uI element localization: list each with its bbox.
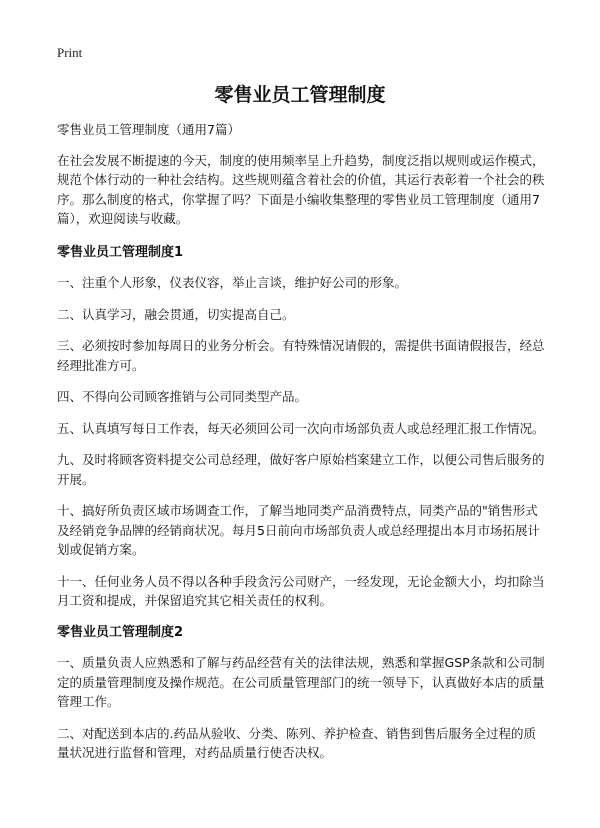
section-1-paragraph: 四、不得向公司顾客推销与公司同类型产品。 xyxy=(57,389,308,404)
section-1-paragraph: 五、认真填写每日工作表，每天必须回公司一次向市场部负责人或总经理汇报工作情况。 xyxy=(57,420,545,436)
document-subtitle: 零售业员工管理制度（通用7篇） xyxy=(57,122,240,137)
section-1-paragraph: 十、搞好所负责区域市场调查工作，了解当地同类产品消费特点，同类产品的"销售形式及经销竞争品牌的经销商状况。每月5日前向市场部负责人或总经理提出本月市场拓展计划或促销方案。 xyxy=(57,503,540,557)
intro-paragraph: 在社会发展不断提速的今天，制度的使用频率呈上升趋势，制度泛指以规则或运作模式，规范个体行动的一种社会结构。这些规则蕴含着社会的价值，其运行表彰着一个社会的秩序。那么制度的格式，你掌握了吗？下面是小编收集整理的零售业员工管理制度（通用7篇），欢迎阅读与收藏。 xyxy=(57,152,545,226)
page-title: 零售业员工管理制度 xyxy=(214,84,386,106)
section-2-paragraph: 二、对配送到本店的.药品从验收、分类、陈列、养护检查、销售到售后服务全过程的质量状况进行监督和管理，对药品质量行使否决权。 xyxy=(57,725,536,760)
document-body xyxy=(57,120,547,775)
section-1-paragraph: 一、注重个人形象，仪表仪容，举止言谈，维护好公司的形象。 xyxy=(57,275,408,290)
print-link[interactable]: Print xyxy=(57,45,83,60)
section-heading-1: 零售业员工管理制度1 xyxy=(57,244,184,260)
section-1-paragraph: 十一、任何业务人员不得以各种手段贪污公司财产，一经发现，无论金额大小，均扣除当月工资和提成，并保留追究其它相关责任的权利。 xyxy=(57,573,545,608)
section-2-paragraph: 一、质量负责人应熟悉和了解与药品经营有关的法律法规，熟悉和掌握GSP条款和公司制定的质量管理制度及操作规范。在公司质量管理部门的统一领导下，认真做好本店的质量管理工作。 xyxy=(57,655,545,709)
section-1-paragraph: 九、及时将顾客资料提交公司总经理，做好客户原始档案建立工作，以便公司售后服务的开展。 xyxy=(57,452,545,487)
section-heading-2: 零售业员工管理制度2 xyxy=(57,624,184,640)
section-1-paragraph: 二、认真学习，融会贯通，切实提高自己。 xyxy=(57,306,295,322)
section-1-paragraph: 三、必须按时参加每周日的业务分析会。有特殊情况请假的，需提供书面请假报告，经总经理批准方可。 xyxy=(57,338,545,373)
